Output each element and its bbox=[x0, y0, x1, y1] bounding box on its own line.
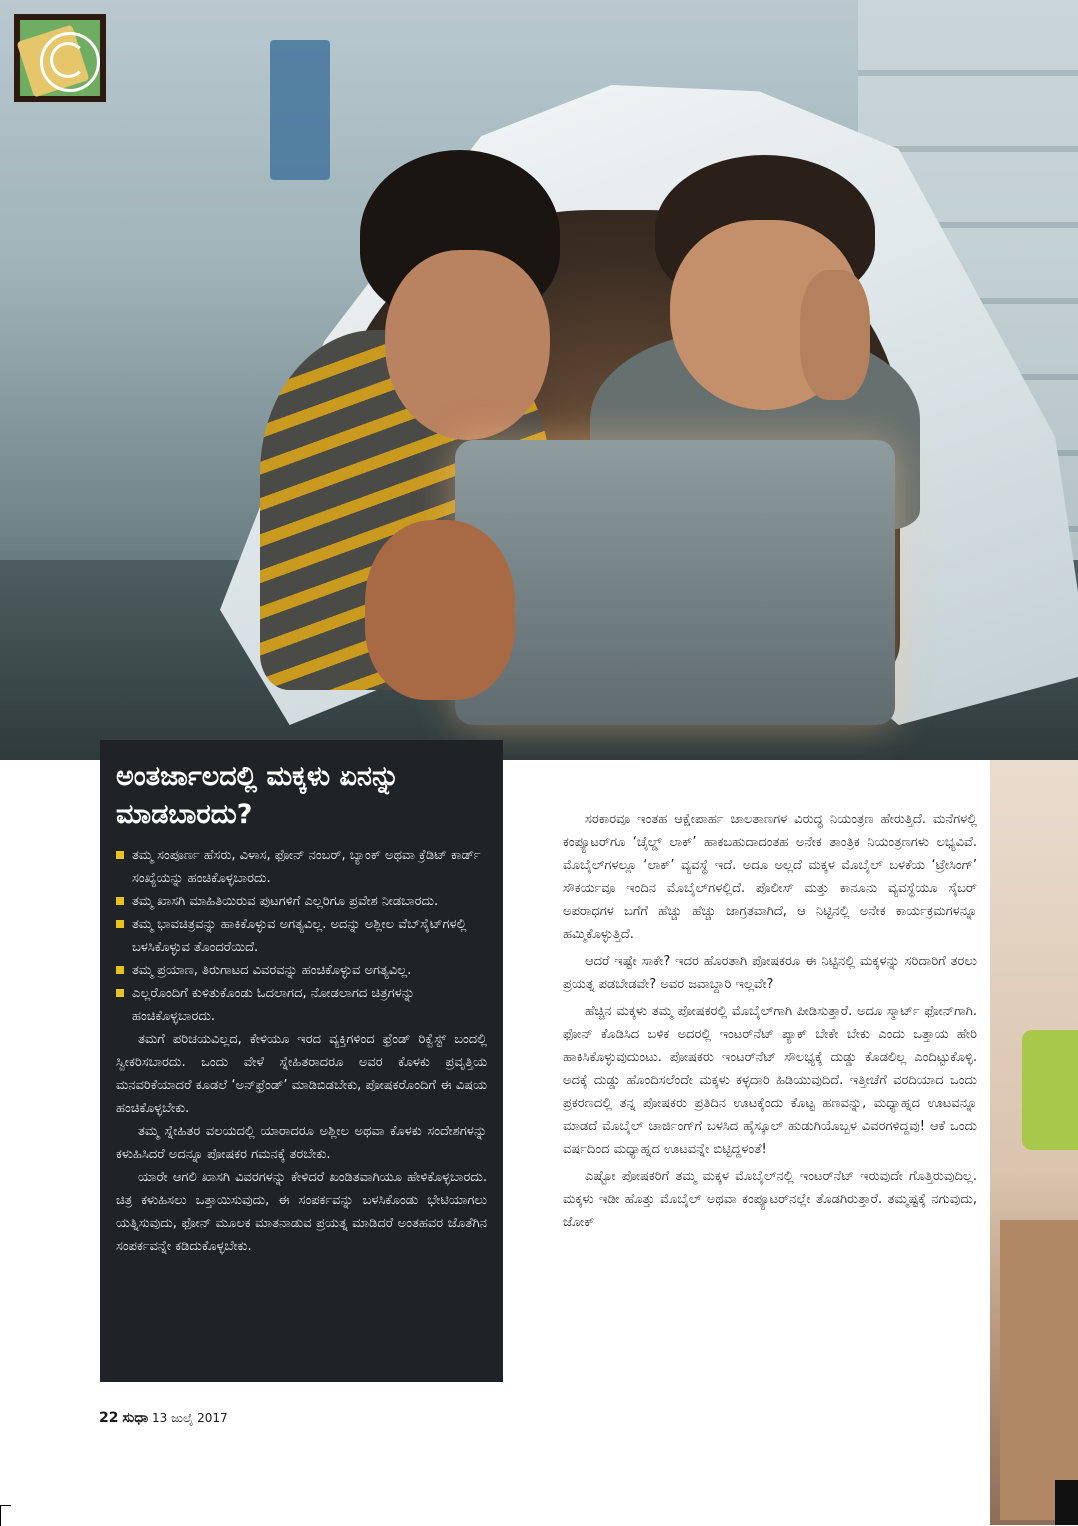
tablet-device bbox=[455, 440, 895, 725]
older-boy-face bbox=[385, 250, 550, 440]
issue-date: 13 ಜುಲೈ 2017 bbox=[152, 1411, 228, 1425]
article-column bbox=[563, 808, 977, 1238]
magazine-logo bbox=[14, 14, 106, 102]
edge-photo-green-object bbox=[1022, 1030, 1078, 1150]
sidebar-paragraph: ಯಾರೇ ಆಗಲಿ ಖಾಸಗಿ ವಿವರಗಳನ್ನು ಕೇಳಿದರೆ ಖಂಡಿತವಾಗಿಯೂ ಹೇಳಿಕೊಳ್ಳಬಾರದು. ಚಿತ್ರ ಕಳುಹಿಸಲು ಒತ್ತಾಯಿಸುವುದು, ಈ ಸಂಪರ್ಕವನ್ನು ಬಳಸಿಕೊಂಡು ಭೇಟಿಯಾಗಲು ಯತ್ನಿಸುವುದು, ಫೋನ್ ಮೂಲಕ ಮಾತನಾಡುವ ಪ್ರಯತ್ನ ಮಾಡಿದರೆ ಅಂತಹವರ ಜೊತೆಗಿನ ಸಂಪರ್ಕವನ್ನೇ ಕಡಿದುಕೊಳ್ಳಬೇಕು. bbox=[116, 1170, 487, 1254]
article-paragraph: ಎಷ್ಟೋ ಪೋಷಕರಿಗೆ ತಮ್ಮ ಮಕ್ಕಳ ಮೊಬೈಲ್‌ನಲ್ಲಿ ಇಂಟರ್‌ನೆಟ್ ಇರುವುದೇ ಗೊತ್ತಿರುವುದಿಲ್ಲ. ಮಕ್ಕಳು ಇಡೀ ಹೊತ್ತು ಮೊಬೈಲ್ ಅಥವಾ ಕಂಪ್ಯೂಟರ್‌ನಲ್ಲೇ ತೊಡಗಿರುತ್ತಾರೆ. ತಮ್ಮಷ್ಟಕ್ಕೆ ನಗುವುದು, ಜೋಕ್ bbox=[563, 1169, 977, 1230]
sidebar-title: ಅಂತರ್ಜಾಲದಲ್ಲಿ ಮಕ್ಕಳು ಏನನ್ನು ಮಾಡಬಾರದು? bbox=[116, 761, 400, 830]
younger-boy-hand bbox=[800, 270, 870, 400]
sidebar-bullet: ತಮ್ಮ ಖಾಸಗಿ ಮಾಹಿತಿಯಿರುವ ಪುಟಗಳಿಗೆ ಎಲ್ಲರಿಗೂ ಪ್ರವೇಶ ನೀಡಬಾರದು. bbox=[116, 890, 487, 913]
article-paragraph: ಹೆಚ್ಚಿನ ಮಕ್ಕಳು ತಮ್ಮ ಪೋಷಕರಲ್ಲಿ ಮೊಬೈಲ್‌ಗಾಗಿ ಪೀಡಿಸುತ್ತಾರೆ. ಅದೂ ಸ್ಮಾರ್ಟ್ ಫೋನ್‌ಗಾಗಿ. ಫೋನ್ ಕೊಡಿಸಿದ ಬಳಿಕ ಅದರಲ್ಲಿ ಇಂಟರ್‌ನೆಟ್ ಪ್ಯಾಕ್ ಬೇಕೇ ಬೇಕು ಎಂದು ಒತ್ತಾಯ ಹೇರಿ ಹಾಕಿಸಿಕೊಳ್ಳುವುದುಂಟು. ಪೋಷಕರು ಇಂಟರ್‌ನೆಟ್ ಸೌಲಭ್ಯಕ್ಕೆ ದುಡ್ಡು ಕೊಡಲಿಲ್ಲ ಎಂದಿಟ್ಟುಕೊಳ್ಳಿ. ಅದಕ್ಕೆ ದುಡ್ಡು ಹೊಂದಿಸಲೆಂದೇ ಮಕ್ಕಳು ಕಳ್ಳದಾರಿ ಹಿಡಿಯುವುದಿದೆ. ಇತ್ತೀಚೆಗೆ ವರದಿಯಾದ ಒಂದು ಪ್ರಕರಣದಲ್ಲಿ ತನ್ನ ಪೋಷಕರು ಪ್ರತಿದಿನ ಊಟಕ್ಕೆಂದು ಕೊಟ್ಟ ಹಣವನ್ನು, ಮಧ್ಯಾಹ್ನದ ಊಟವನ್ನೂ ಮಾಡದೆ ಮೊಬೈಲ್ ಚಾರ್ಜಿಂಗ್‌ಗೆ ಬಳಸಿದ ಹೈಸ್ಕೂಲ್ ಹುಡುಗಿಯೊಬ್ಬಳ ವಿವರಗಳಿದ್ದವು! ಆಕೆ ಒಂದು ವರ್ಷದಿಂದ ಮಧ್ಯಾಹ್ನದ ಊಟವನ್ನೇ ಬಿಟ್ಟಿದ್ದಳಂತೆ! bbox=[563, 1004, 977, 1157]
article-paragraph: ಆದರೆ ಇಷ್ಟೇ ಸಾಕೇ? ಇದರ ಹೊರತಾಗಿ ಪೋಷಕರೂ ಈ ನಿಟ್ಟಿನಲ್ಲಿ ಮಕ್ಕಳನ್ನು ಸರಿದಾರಿಗೆ ತರಲು ಪ್ರಯತ್ನ ಪಡಬೇಡವೇ? ಅವರ ಜವಾಬ್ದಾರಿ ಇಲ್ಲವೇ? bbox=[563, 954, 977, 992]
sidebar-paragraph: ತಮ್ಮ ಸ್ನೇಹಿತರ ವಲಯದಲ್ಲಿ ಯಾರಾದರೂ ಅಶ್ಲೀಲ ಅಥವಾ ಕೊಳಕು ಸಂದೇಶಗಳನ್ನು ಕಳುಹಿಸಿದರೆ ಅದನ್ನೂ ಪೋಷಕರ ಗಮನಕ್ಕೆ ತರಬೇಕು. bbox=[116, 1124, 487, 1162]
hero-photo bbox=[0, 0, 1078, 760]
background-lamp bbox=[270, 40, 330, 180]
sidebar-bullet: ಎಲ್ಲರೊಂದಿಗೆ ಕುಳಿತುಕೊಂಡು ಓದಲಾಗದ, ನೋಡಲಾಗದ ಚಿತ್ರಗಳನ್ನು ಹಂಚಿಕೊಳ್ಳಬಾರದು. bbox=[116, 982, 487, 1028]
sidebar-bullet: ತಮ್ಮ ಪ್ರಯಾಣ, ತಿರುಗಾಟದ ವಿವರವನ್ನು ಹಂಚಿಕೊಳ್ಳುವ ಅಗತ್ಯವಿಲ್ಲ. bbox=[116, 959, 487, 982]
page-folio bbox=[99, 1410, 228, 1426]
edge-photo-sofa bbox=[1000, 1220, 1078, 1520]
logo-swirl-inner-icon bbox=[50, 42, 86, 78]
older-boy-hand bbox=[365, 520, 515, 700]
article-paragraph: ಸರಕಾರವೂ ಇಂತಹ ಆಕ್ಷೇಪಾರ್ಹ ಜಾಲತಾಣಗಳ ವಿರುದ್ಧ ನಿಯಂತ್ರಣ ಹೇರುತ್ತಿದೆ. ಮನೆಗಳಲ್ಲಿ ಕಂಪ್ಯೂಟರ್‌ಗೂ ‘ಚೈಲ್ಡ್ ಲಾಕ್’ ಹಾಕಬಹುದಾದಂತಹ ಅನೇಕ ತಾಂತ್ರಿಕ ನಿಯಂತ್ರಣಗಳು ಲಭ್ಯವಿವೆ. ಮೊಬೈಲ್‌ಗಳಲ್ಲೂ ‘ಲಾಕ್’ ವ್ಯವಸ್ಥೆ ಇದೆ. ಅದೂ ಅಲ್ಲದೆ ಮಕ್ಕಳ ಮೊಬೈಲ್ ಬಳಕೆಯ ‘ಟ್ರೇಸಿಂಗ್’ ಸೌಕರ್ಯವೂ ಇಂದಿನ ಮೊಬೈಲ್‌ಗಳಲ್ಲಿದೆ. ಪೊಲೀಸ್ ಮತ್ತು ಕಾನೂನು ವ್ಯವಸ್ಥೆಯೂ ಸೈಬರ್ ಅಪರಾಧಗಳ ಬಗೆಗೆ ಹೆಚ್ಚು ಹೆಚ್ಚು ಜಾಗ್ರತವಾಗಿದೆ, ಆ ನಿಟ್ಟಿನಲ್ಲಿ ಅನೇಕ ಕಾರ್ಯಕ್ರಮಗಳನ್ನೂ ಹಮ್ಮಿಕೊಳ್ಳುತ್ತಿದೆ. bbox=[563, 812, 977, 942]
sidebar-paragraph: ತಮಗೆ ಪರಿಚಯವಿಲ್ಲದ, ಕೇಳಿಯೂ ಇರದ ವ್ಯಕ್ತಿಗಳಿಂದ ಫ್ರೆಂಡ್ ರಿಕ್ವೆಸ್ಟ್ ಬಂದಲ್ಲಿ ಸ್ವೀಕರಿಸಬಾರದು. ಒಂದು ವೇಳೆ ಸ್ನೇಹಿತರಾದರೂ ಅವರ ಕೊಳಕು ಪ್ರವೃತ್ತಿಯ ಮನವರಿಕೆಯಾದರೆ ಕೂಡಲೆ ‘ಅನ್‌ಫ್ರೆಂಡ್’ ಮಾಡಿಬಿಡಬೇಕು, ಪೋಷಕರೊಂದಿಗೆ ಈ ವಿಷಯ ಹಂಚಿಕೊಳ್ಳಬೇಕು. bbox=[116, 1032, 487, 1116]
edge-photo-dark-corner bbox=[1055, 1480, 1078, 1525]
logo-background bbox=[20, 20, 100, 96]
sidebar-bullet-list bbox=[116, 844, 487, 1028]
sidebar-bullet: ತಮ್ಮ ಭಾವಚಿತ್ರವನ್ನು ಹಾಕಿಕೊಳ್ಳುವ ಅಗತ್ಯವಿಲ್ಲ. ಅದನ್ನು ಅಶ್ಲೀಲ ವೆಬ್‌ಸೈಟ್‌ಗಳಲ್ಲಿ ಬಳಸಿಕೊಳ್ಳುವ ತೊಂದರೆಯಿದೆ. bbox=[116, 913, 487, 959]
crop-mark bbox=[0, 1505, 11, 1526]
sidebar-bullet: ತಮ್ಮ ಸಂಪೂರ್ಣ ಹೆಸರು, ವಿಳಾಸ, ಫೋನ್ ನಂಬರ್, ಬ್ಯಾಂಕ್ ಅಥವಾ ಕ್ರೆಡಿಟ್ ಕಾರ್ಡ್ ಸಂಖ್ಯೆಯನ್ನು ಹಂಚಿಕೊಳ್ಳಬಾರದು. bbox=[116, 844, 487, 890]
magazine-name: ಸುಧಾ bbox=[122, 1410, 149, 1426]
sidebar-box bbox=[100, 740, 503, 1382]
page-number: 22 bbox=[99, 1410, 119, 1426]
